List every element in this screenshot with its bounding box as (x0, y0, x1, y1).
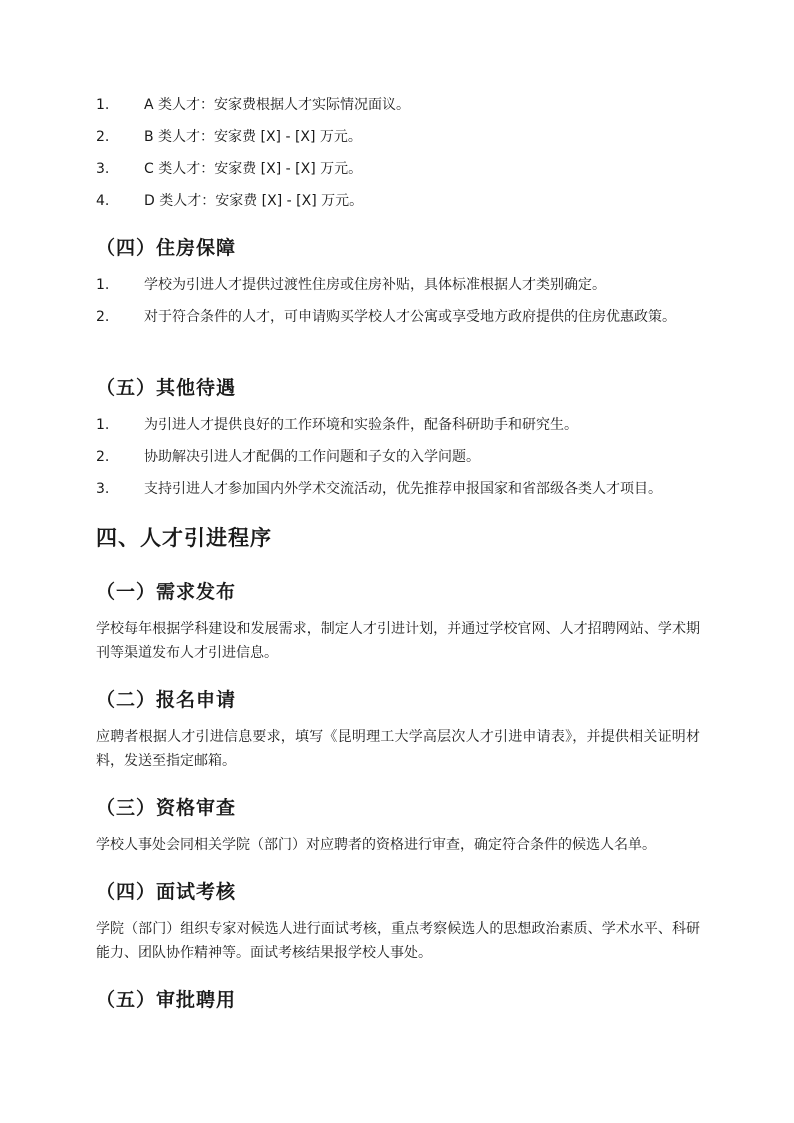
section-heading-procedure: 四、人才引进程序 (96, 526, 272, 550)
list-item (96, 305, 700, 329)
list-number: 2. (96, 129, 110, 145)
review-paragraph: 学校人事处会同相关学院（部门）对应聘者的资格进行审查，确定符合条件的候选人名单。 (96, 837, 656, 853)
list-text: D 类人才：安家费 [X] - [X] 万元。 (144, 193, 364, 209)
list-text: 支持引进人才参加国内外学术交流活动，优先推荐申报国家和省部级各类人才项目。 (144, 481, 662, 497)
list-item (96, 445, 700, 469)
list-text: C 类人才：安家费 [X] - [X] 万元。 (144, 161, 363, 177)
list-number: 2. (96, 309, 110, 325)
list-number: 3. (96, 161, 110, 177)
list-number: 1. (96, 417, 110, 433)
other-benefits-list (96, 413, 700, 501)
list-number: 3. (96, 481, 110, 497)
list-number: 1. (96, 277, 110, 293)
list-number: 2. (96, 449, 110, 465)
demand-heading: （一）需求发布 (96, 581, 237, 603)
list-text: 学校为引进人才提供过渡性住房或住房补贴，具体标准根据人才类别确定。 (144, 277, 606, 293)
list-item (96, 477, 700, 501)
list-text: B 类人才：安家费 [X] - [X] 万元。 (144, 129, 362, 145)
list-item (96, 125, 700, 149)
list-item (96, 189, 700, 213)
demand-paragraph: 学校每年根据学科建设和发展需求，制定人才引进计划，并通过学校官网、人才招聘网站、学术期刊等渠道发布人才引进信息。 (96, 621, 700, 661)
other-benefits-heading: （五）其他待遇 (96, 377, 237, 399)
housing-list-block (96, 273, 700, 329)
list-text: 为引进人才提供良好的工作环境和实验条件，配备科研助手和研究生。 (144, 417, 578, 433)
housing-list (96, 273, 700, 329)
list-item (96, 413, 700, 437)
list-item (96, 93, 700, 117)
list-text: 协助解决引进人才配偶的工作问题和子女的入学问题。 (144, 449, 480, 465)
list-text: A 类人才：安家费根据人才实际情况面议。 (144, 97, 411, 113)
apply-paragraph: 应聘者根据人才引进信息要求，填写《昆明理工大学高层次人才引进申请表》，并提供相关证明材料，发送至指定邮箱。 (96, 729, 700, 769)
settling-fee-list (96, 93, 700, 213)
list-number: 4. (96, 193, 110, 209)
housing-heading: （四）住房保障 (96, 237, 237, 259)
list-number: 1. (96, 97, 110, 113)
interview-heading: （四）面试考核 (96, 881, 237, 903)
settling-fee-list-block (96, 93, 700, 213)
apply-heading: （二）报名申请 (96, 689, 237, 711)
list-item (96, 157, 700, 181)
other-benefits-list-block (96, 413, 700, 501)
approval-heading: （五）审批聘用 (96, 989, 237, 1011)
list-text: 对于符合条件的人才，可申请购买学校人才公寓或享受地方政府提供的住房优惠政策。 (144, 309, 676, 325)
review-heading: （三）资格审查 (96, 797, 237, 819)
interview-paragraph: 学院（部门）组织专家对候选人进行面试考核，重点考察候选人的思想政治素质、学术水平、科研能力、团队协作精神等。面试考核结果报学校人事处。 (96, 921, 700, 961)
list-item (96, 273, 700, 297)
